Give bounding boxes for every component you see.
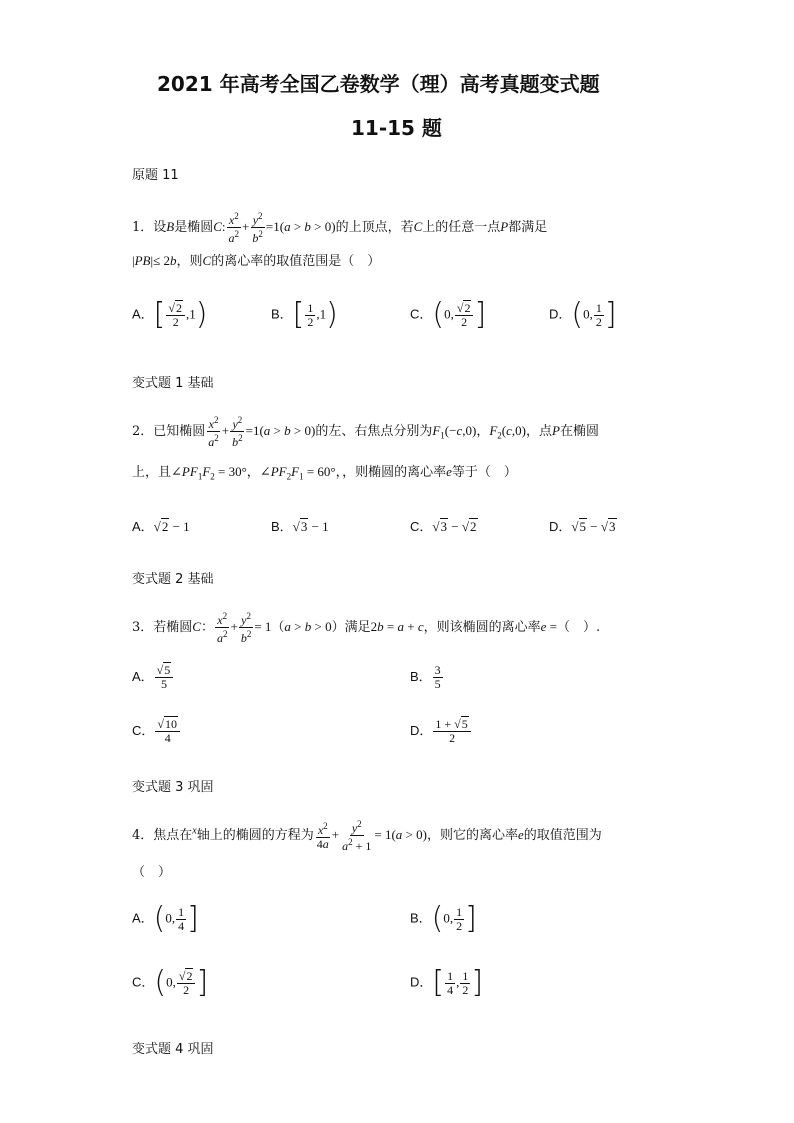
question-3-text: 3．若椭圆C： $\frac{x^2}{a^2}$ + $\frac{y^2}{b^2}$ = 1（a > b > 0）满足2b = a + c，则该椭圆的离心率e =（ ）. bbox=[132, 611, 601, 645]
question-2-option-d[interactable]: D．√5 − √3 bbox=[549, 519, 616, 534]
page-subtitle: 11-15 题 bbox=[351, 116, 442, 140]
page-title: 2021 年高考全国乙卷数学（理）高考真题变式题 bbox=[157, 72, 600, 96]
question-4-option-b[interactable]: B．(0, $\frac{1}{2}$ ] bbox=[410, 901, 477, 936]
question-4-option-c[interactable]: C．(0, $\frac{√2}{2}$ ] bbox=[132, 965, 209, 1000]
question-1-text-line2: |PB|≤ 2b，则C的离心率的取值范围是（ ） bbox=[132, 253, 381, 269]
question-1-option-c[interactable]: C．(0, $\frac{√2}{2}$ ] bbox=[410, 297, 487, 332]
question-3-option-c[interactable]: C． $\frac{√10}{4}$ bbox=[132, 718, 181, 745]
variant-1-label: 变式题 1 基础 bbox=[132, 376, 214, 391]
question-1-option-b[interactable]: B．[ $\frac{1}{2}$ ,1) bbox=[271, 297, 338, 332]
question-2-text-line2: 上，且$\angle PF_1F_2 = 30^\circ$，$\angle PF_2F_1 = 60^\circ$，，则椭圆的离心率e等于（ ） bbox=[132, 464, 517, 482]
question-4-text: 4．焦点在$^x$轴上的椭圆的方程为 $\frac{x^2}{4a}$ + $\frac{y^2}{a^2 + 1}$ = 1(a > 0)，则它的离心率e的取值范围为 bbox=[132, 819, 602, 853]
question-1-text: 1．设B是椭圆C: $\frac{x^2}{a^2}$ + $\frac{y^2}{b^2}$ =1(a > b > 0)的上顶点，若C上的任意一点P都满足 bbox=[132, 211, 548, 245]
question-2-text: 2．已知椭圆 $\frac{x^2}{a^2}$ + $\frac{y^2}{b^2}$ =1(a > b > 0)的左、右焦点分别为$F_1(-c,0)$，$F_2(c,0)$，点P在椭圆 bbox=[132, 415, 599, 449]
question-1-option-d[interactable]: D．(0, $\frac{1}{2}$ ] bbox=[549, 297, 617, 332]
question-4-text-line2: （ ） bbox=[132, 865, 172, 880]
question-1-option-a[interactable]: A．[ $\frac{√2}{2}$ ,1) bbox=[132, 297, 208, 332]
question-4-option-a[interactable]: A．(0, $\frac{1}{4}$ ] bbox=[132, 901, 199, 936]
question-4-option-d[interactable]: D．[ $\frac{1}{4}$ , $\frac{1}{2}$ ] bbox=[410, 965, 484, 1000]
variant-2-label: 变式题 2 基础 bbox=[132, 572, 214, 587]
original-problem-label: 原题 11 bbox=[132, 168, 179, 183]
question-2-option-b[interactable]: B．√3 − 1 bbox=[271, 519, 329, 534]
variant-3-label: 变式题 3 巩固 bbox=[132, 780, 214, 795]
question-3-option-d[interactable]: D． $\frac{1 + √5}{2}$ bbox=[410, 718, 472, 745]
question-3-option-b[interactable]: B． $\frac{3}{5}$ bbox=[410, 663, 441, 691]
question-2-option-a[interactable]: A．√2 − 1 bbox=[132, 519, 190, 534]
question-2-option-c[interactable]: C．√3 − √2 bbox=[410, 519, 477, 534]
variant-4-label: 变式题 4 巩固 bbox=[132, 1042, 214, 1057]
question-3-option-a[interactable]: A． $\frac{√5}{5}$ bbox=[132, 664, 174, 691]
